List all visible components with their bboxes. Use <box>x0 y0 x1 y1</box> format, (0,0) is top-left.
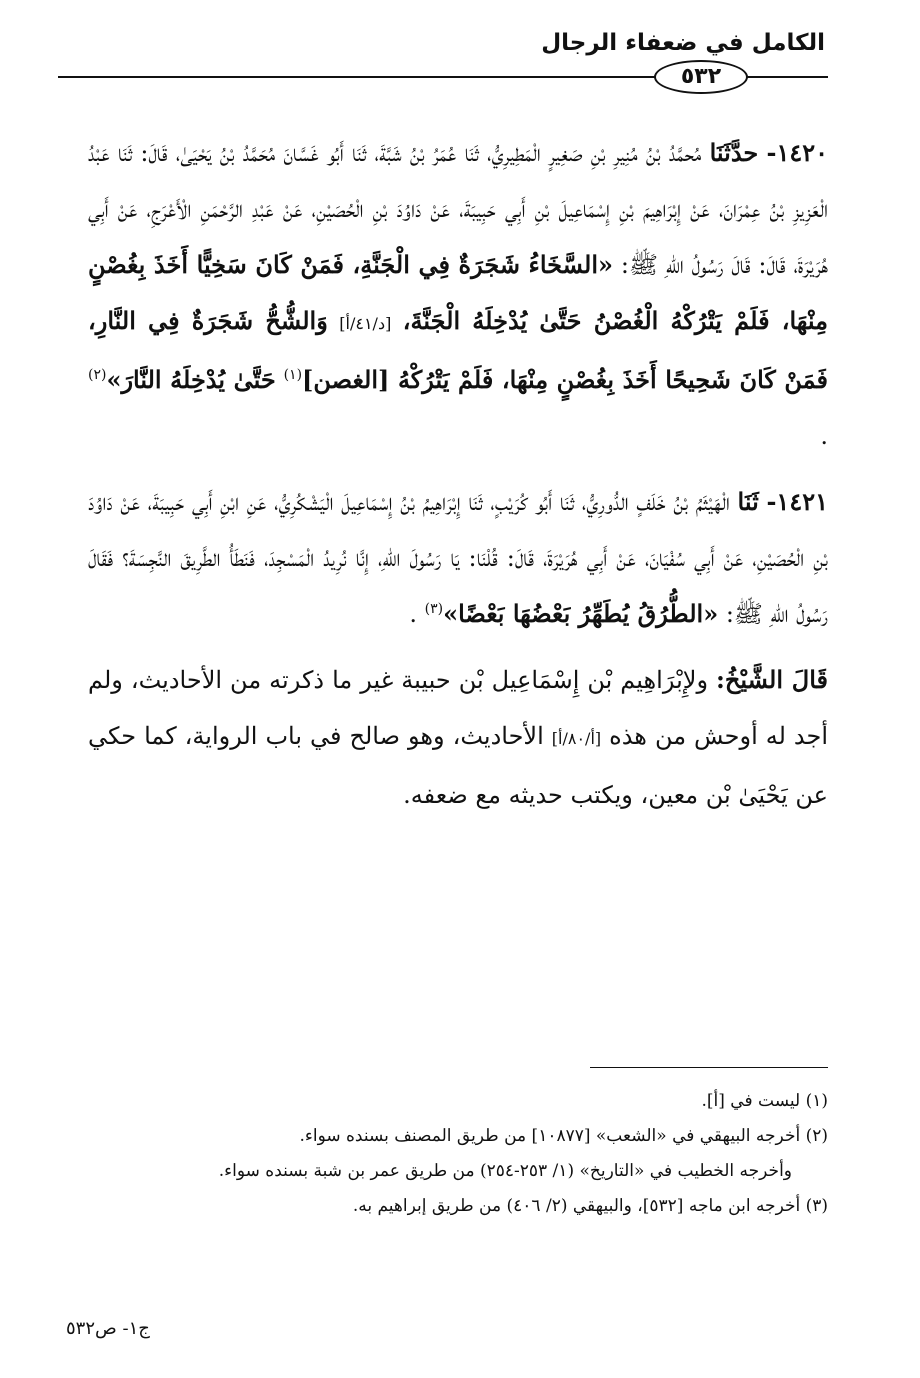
manuscript-ref: [د/٤١/أ] <box>339 314 392 333</box>
footnotes <box>88 1084 828 1224</box>
shaykh-keyword: قَالَ الشَّيْخُ: <box>716 665 828 694</box>
shaykh-comment <box>88 652 828 823</box>
period: . <box>820 422 828 450</box>
hadith-quote-cont: وَالشُّحُّ شَجَرَةٌ فِي النَّارِ، فَمَنْ كَانَ شَحِيحًا أَخَذَ بِغُصْنٍ مِنْهَا، فَلَمْ يَتْرُكْهُ [الغصن] <box>88 306 828 394</box>
footnote-marker: (٣) <box>424 601 444 617</box>
hadith-number: ١٤٢٠- <box>766 138 829 167</box>
isnad-text: مُحمَّدُ بْنُ مُنِيرِ بْنِ صَغِيرٍ الْمَطِيرِيُّ، ثَنَا عُمَرُ بْنُ شَبَّةَ، ثَنَا أَبُو غَسَّانَ مُحَمَّدُ بْنُ يَحْيَىٰ، قَالَ: ثَنَا عَبْدُ الْعَزِيزِ بْنُ عِمْرَانَ، عَنْ إِبْرَاهِيمَ بْنِ إِسْمَاعِيلَ بْنِ أَبِي حَبِيبَةَ، عَنْ دَاوُدَ بْنِ الْحُصَيْنِ، عَنْ عَبْدِ الرَّحْمَنِ الْأَعْرَجِ، عَنْ أَبِي هُرَيْرَةَ، قَالَ: قَالَ رَسُولُ اللهِ ﷺ: <box>88 139 828 279</box>
narration-keyword: حدَّثَنَا <box>709 138 759 167</box>
footnote-2: (٢) أخرجه البيهقي في «الشعب» [١٠٨٧٧] من طريق المصنف بسنده سواء. <box>299 1126 828 1146</box>
narration-keyword: ثَنَا <box>737 487 759 516</box>
hadith-1420 <box>88 125 828 464</box>
isnad-text: الْهَيْثَمُ بْنُ خَلَفٍ الدُّورِيُّ، ثَنَا أَبُو كُرَيْبٍ، ثَنَا إِبْرَاهِيمُ بْنُ إِسْمَاعِيلَ الْيَشْكُرِيُّ، عَنِ ابْنِ أَبِي حَبِيبَةَ، عَنْ دَاوُدَ بْنِ الْحُصَيْنِ، عَنْ أَبِي سُفْيَانَ، عَنْ أَبِي هُرَيْرَةَ، قَالَ: قُلْنَا: يَا رَسُولَ اللهِ، إِنَّا نُرِيدُ الْمَسْجِدَ، فَنَطَأُ الطَّرِيقَ النَّجِسَةَ؟ فَقَالَ رَسُولُ اللهِ ﷺ: <box>88 488 828 628</box>
manuscript-ref: [أ/٨٠/أ] <box>551 729 602 748</box>
hadith-number: ١٤٢١- <box>766 487 828 516</box>
volume-page-ref: ج١- ص٥٣٢ <box>66 1318 150 1339</box>
footnote-1: (١) ليست في [أ]. <box>701 1091 828 1111</box>
footnote-marker: (٢) <box>88 367 107 383</box>
comment-text: ولإِبْرَاهِيم بْن إِسْمَاعِيل بْن حبيبة غير ما ذكرته من الأحاديث، ولم أجد له أوحش من هذه <box>88 666 828 750</box>
hadith-quote: «السَّخَاءُ شَجَرَةٌ فِي الْجَنَّةِ، فَمَنْ كَانَ سَخِيًّا أَخَذَ بِغُصْنٍ مِنْهَا، فَلَمْ يَتْرُكْهُ الْغُصْنُ حَتَّىٰ يُدْخِلَهُ الْجَنَّةَ، <box>88 250 828 335</box>
hadith-1421 <box>88 474 828 642</box>
period: . <box>409 600 417 628</box>
main-text <box>88 125 828 833</box>
running-header-title: الكامل في ضعفاء الرجال <box>541 30 825 56</box>
hadith-quote-end: حَتَّىٰ يُدْخِلَهُ النَّارَ» <box>106 365 276 394</box>
page-number-badge: ٥٣٢ <box>654 60 748 94</box>
footnote-2-cont: وأخرجه الخطيب في «التاريخ» (١/ ٢٥٣-٢٥٤) من طريق عمر بن شبة بسنده سواء. <box>218 1161 792 1181</box>
comment-text-cont: الأحاديث، وهو صالح في باب الرواية، كما حكي عن يَحْيَىٰ بْن معين، ويكتب حديثه مع ضعفه. <box>88 722 828 809</box>
footnote-3: (٣) أخرجه ابن ماجه [٥٣٢]، والبيهقي (٢/ ٤٠٦) من طريق إبراهيم به. <box>352 1196 828 1216</box>
hadith-quote: «الطُّرُقُ يُطَهِّرُ بَعْضُهَا بَعْضًا» <box>443 599 719 628</box>
footnote-marker: (١) <box>283 367 303 383</box>
footnote-separator <box>590 1067 828 1068</box>
